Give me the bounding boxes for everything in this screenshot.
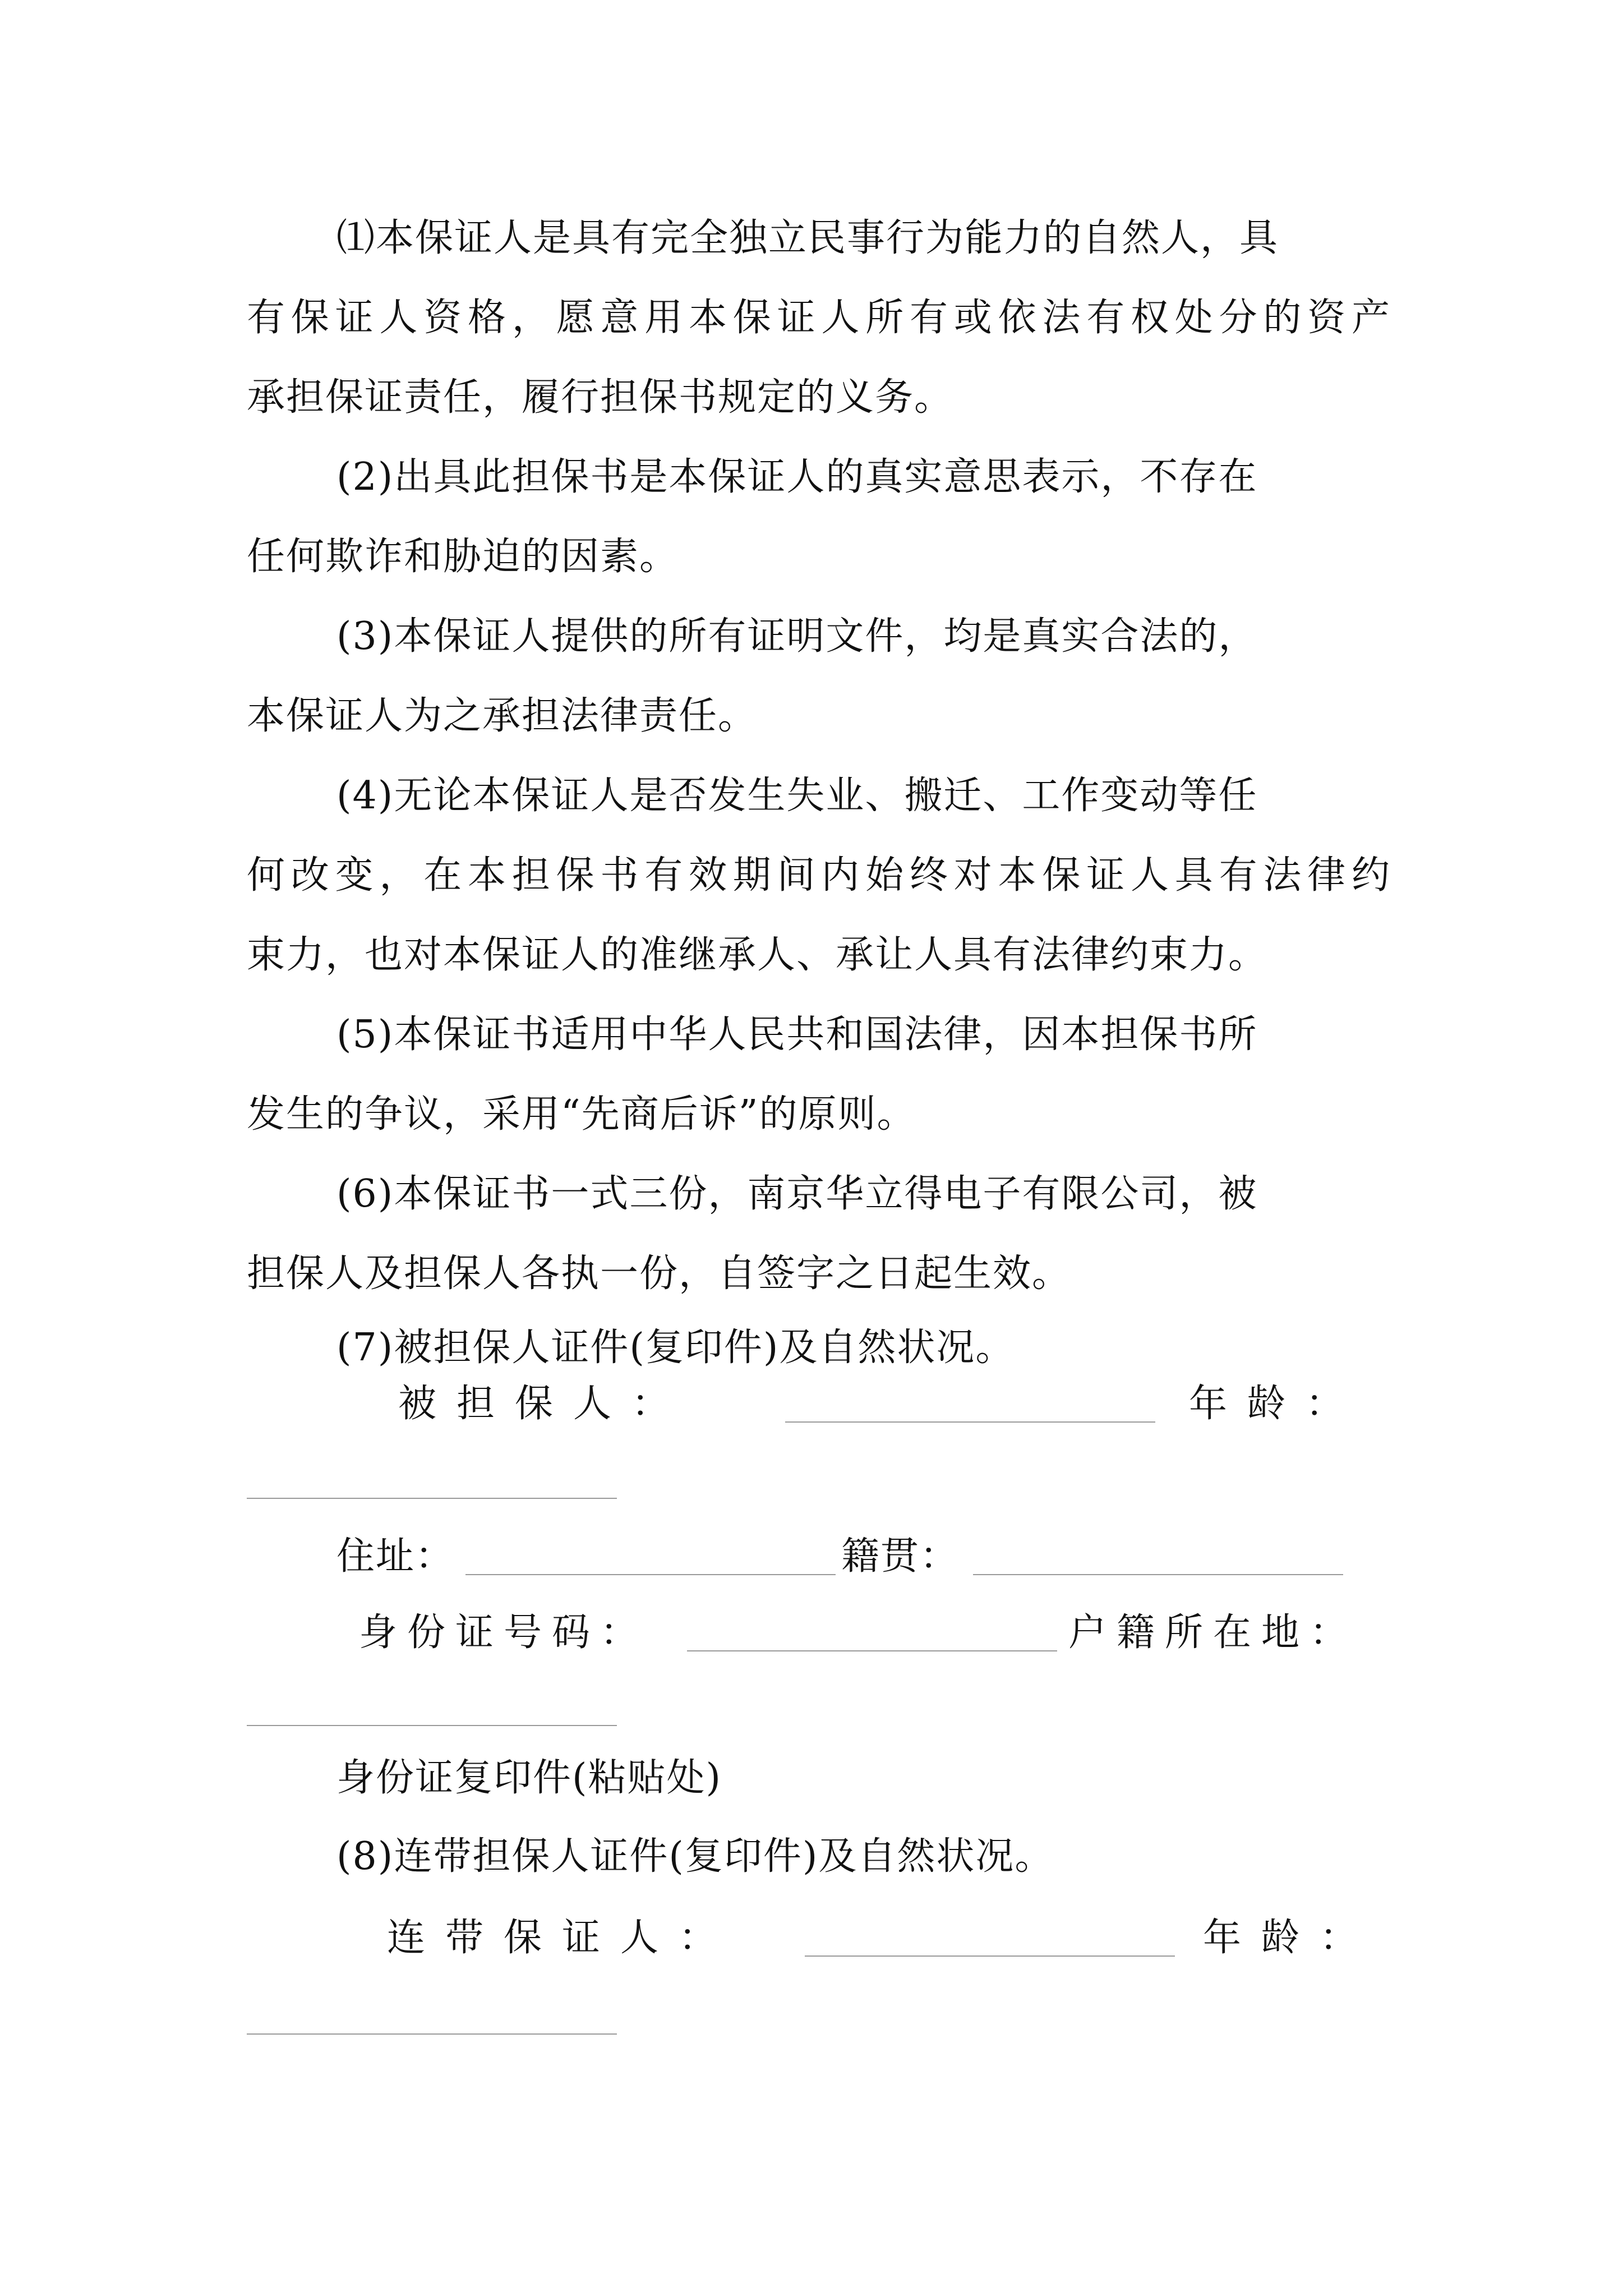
age-label-1: 年龄： [1189, 1382, 1364, 1426]
id-copy-paste-area: 身份证复印件(粘贴处) [336, 1756, 722, 1800]
native-place-label: 籍贯： [841, 1534, 960, 1579]
paragraph-1-line-2: 有保证人资格，愿意用本保证人所有或依法有权处分的资产 [247, 296, 1391, 340]
paragraph-3-line-2: 本保证人为之承担法律责任。 [247, 694, 758, 738]
guaranteed-person-field[interactable] [785, 1421, 1155, 1423]
household-register-label: 户籍所在地： [1068, 1611, 1358, 1655]
paragraph-4-line-3: 束力，也对本保证人的准继承人、承让人具有法律约束力。 [247, 933, 1268, 977]
paragraph-4-line-2: 何改变，在本担保书有效期间内始终对本保证人具有法律约 [247, 853, 1391, 898]
id-number-field[interactable] [687, 1650, 1057, 1651]
address-label: 住址： [336, 1534, 455, 1579]
paragraph-4-line-1: (4)无论本保证人是否发生失业、搬迁、工作变动等任 [336, 774, 1258, 818]
address-field[interactable] [465, 1574, 836, 1575]
paragraph-1-line-1: ⑴本保证人是具有完全独立民事行为能力的自然人，具 [336, 216, 1279, 260]
paragraph-2-line-1: (2)出具此担保书是本保证人的真实意思表示，不存在 [336, 455, 1258, 499]
joint-guarantor-field[interactable] [805, 1955, 1175, 1957]
joint-guarantor-label: 连带保证人： [387, 1916, 737, 1960]
native-place-field[interactable] [973, 1574, 1343, 1575]
age-field-1[interactable] [247, 1498, 617, 1499]
paragraph-6-line-2: 担保人及担保人各执一份，自签字之日起生效。 [247, 1251, 1072, 1296]
paragraph-7: (7)被担保人证件(复印件)及自然状况。 [336, 1326, 1015, 1370]
household-register-field[interactable] [247, 1725, 617, 1726]
paragraph-1-line-3: 承担保证责任，履行担保书规定的义务。 [247, 375, 954, 420]
paragraph-6-line-1: (6)本保证书一式三份，南京华立得电子有限公司，被 [336, 1172, 1258, 1216]
paragraph-3-line-1: (3)本保证人提供的所有证明文件，均是真实合法的， [336, 614, 1258, 659]
id-number-label: 身份证号码： [359, 1611, 649, 1655]
paragraph-2-line-2: 任何欺诈和胁迫的因素。 [247, 535, 679, 579]
paragraph-5-line-1: (5)本保证书适用中华人民共和国法律，因本担保书所 [336, 1013, 1258, 1057]
guaranteed-person-label: 被担保人： [398, 1382, 690, 1426]
age-field-2[interactable] [247, 2033, 617, 2035]
age-label-2: 年龄： [1203, 1916, 1378, 1960]
paragraph-8: (8)连带担保人证件(复印件)及自然状况。 [336, 1834, 1054, 1879]
paragraph-5-line-2: 发生的争议，采用“先商后诉”的原则。 [247, 1092, 916, 1137]
